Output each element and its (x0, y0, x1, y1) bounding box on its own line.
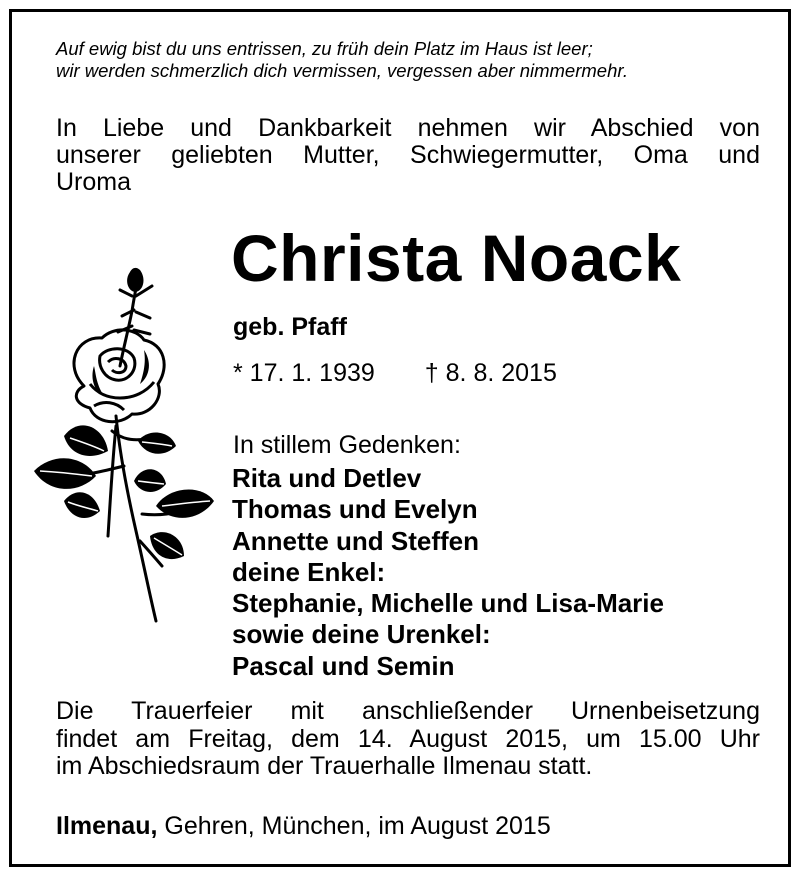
place-city: Ilmenau, (56, 812, 158, 840)
deceased-name: Christa Noack (231, 221, 682, 295)
obituary-frame (9, 9, 791, 867)
memory-line: In stillem Gedenken: (233, 431, 461, 459)
birth-name: geb. Pfaff (233, 313, 347, 341)
funeral-info (56, 698, 760, 781)
funeral-line-1: Die Trauerfeier mit anschließender Urnenbeisetzung (56, 697, 760, 725)
mourner-line: sowie deine Urenkel: (232, 619, 491, 650)
mourner-line: Stephanie, Michelle und Lisa-Marie (232, 588, 664, 619)
intro-text (56, 115, 760, 196)
death-date: † 8. 8. 2015 (424, 359, 557, 387)
funeral-line-2: findet am Freitag, dem 14. August 2015, um 15.00 Uhr (56, 724, 760, 753)
poem-line-1: Auf ewig bist du uns entrissen, zu früh dein Platz im Haus ist leer; (56, 38, 593, 59)
mourner-line: deine Enkel: (232, 556, 386, 587)
life-dates (233, 358, 557, 388)
rose-illustration-icon (24, 266, 216, 626)
birth-date: * 17. 1. 1939 (233, 359, 375, 387)
intro-line-1: In Liebe und Dankbarkeit nehmen wir Abschied von (56, 114, 760, 142)
mourners-list (232, 463, 664, 682)
intro-line-2: unserer geliebten Mutter, Schwiegermutter, Oma und (56, 141, 760, 169)
mourner-line: Thomas und Evelyn (232, 494, 478, 525)
mourner-line: Annette und Steffen (232, 525, 479, 556)
mourner-line: Pascal und Semin (232, 650, 455, 681)
intro-line-3: Uroma (56, 168, 132, 196)
place-rest: Gehren, München, im August 2015 (157, 812, 551, 840)
funeral-line-3: im Abschiedsraum der Trauerhalle Ilmenau statt. (56, 752, 593, 780)
poem-line-2: wir werden schmerzlich dich vermissen, vergessen aber nimmermehr. (56, 60, 628, 81)
mourner-line: Rita und Detlev (232, 463, 422, 493)
place-date-line (56, 811, 551, 841)
